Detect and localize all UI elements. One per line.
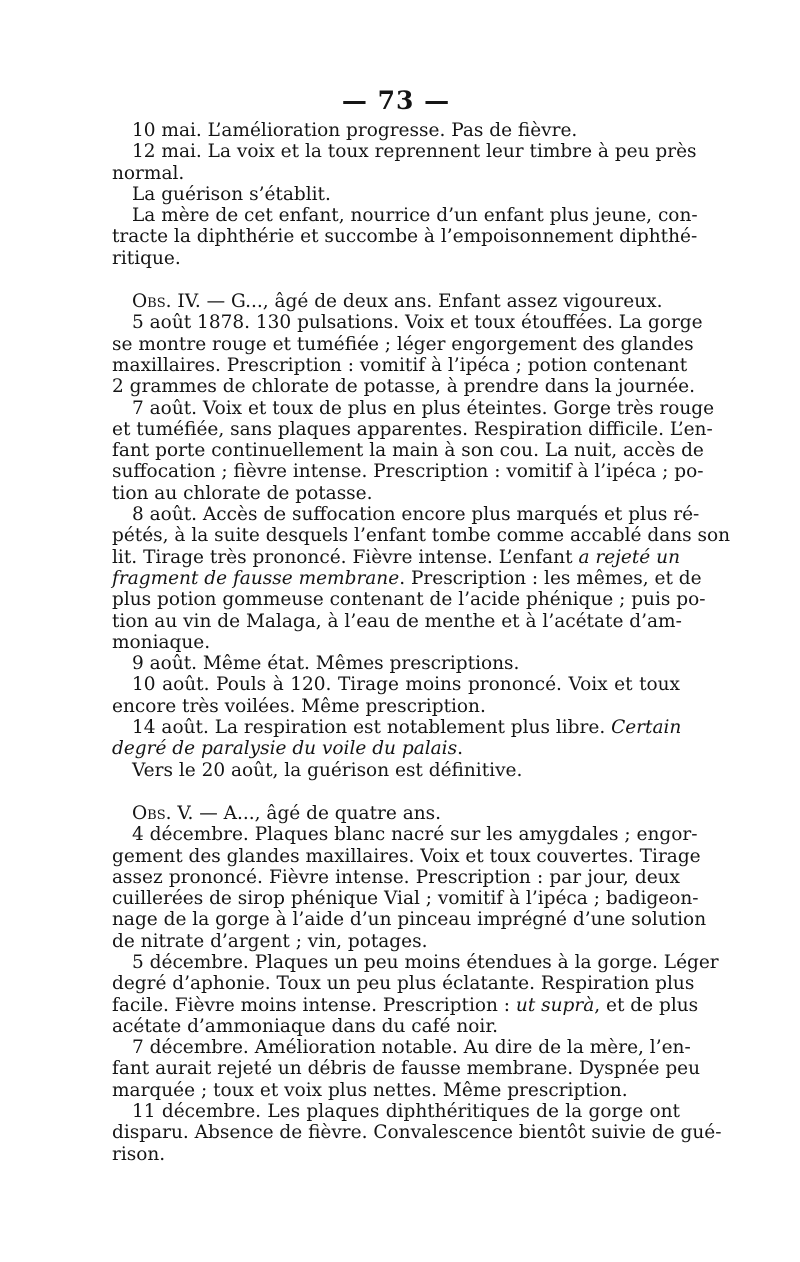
text-line: ritique.	[112, 247, 181, 269]
text-line: nage de la gorge à l’aide d’un pinceau imprégné d’une solution	[112, 909, 707, 931]
text-line: tracte la diphthérie et succombe à l’empoisonnement diphthé-	[112, 226, 698, 248]
text-line: gement des glandes maxillaires. Voix et toux couvertes. Tirage	[112, 845, 701, 867]
page-number: — 73 —	[341, 86, 451, 115]
paragraph	[112, 824, 707, 952]
paragraph	[112, 653, 680, 674]
text-line: maxillaires. Prescription : vomitif à l’ipéca ; potion contenant	[112, 354, 688, 376]
page-body	[112, 120, 731, 1165]
text-line: assez prononcé. Fièvre intense. Prescription : par jour, deux	[112, 866, 680, 888]
text-line: acétate d’ammoniaque dans du café noir.	[112, 1015, 499, 1037]
paragraph	[112, 312, 703, 398]
text-line: rison.	[112, 1143, 166, 1165]
text-line: 9 août. Même état. Mêmes prescriptions.	[132, 653, 520, 675]
text-line: 7 août. Voix et toux de plus en plus éteintes. Gorge très rouge	[132, 397, 715, 419]
section-gap	[112, 781, 680, 803]
paragraph	[112, 717, 680, 760]
paragraph	[112, 951, 719, 1037]
text-line: encore très voilées. Même prescription.	[112, 695, 486, 717]
text-line: degré d’aphonie. Toux un peu plus éclatante. Respiration plus	[112, 973, 695, 995]
text-line: 10 août. Pouls à 120. Tirage moins prononcé. Voix et toux	[132, 674, 680, 696]
text-line: tion au chlorate de potasse.	[112, 482, 373, 504]
text-line: fant porte continuellement la main à son cou. La nuit, accès de	[112, 440, 704, 462]
text-line: fragment de fausse membrane. Prescription : les mêmes, et de	[112, 567, 702, 589]
text-line: Obs. IV. — G..., âgé de deux ans. Enfant assez vigoureux.	[132, 291, 663, 313]
text-line: pétés, à la suite desquels l’enfant tombe comme accablé dans son	[112, 525, 731, 547]
text-line: suffocation ; fièvre intense. Prescription : vomitif à l’ipéca ; po-	[112, 461, 704, 483]
text-line: facile. Fièvre moins intense. Prescription : ut suprà, et de plus	[112, 994, 699, 1016]
text-line: 4 décembre. Plaques blanc nacré sur les amygdales ; engor-	[132, 824, 698, 846]
paragraph	[112, 184, 680, 205]
text-line: moniaque.	[112, 631, 211, 653]
paragraph	[112, 1101, 722, 1165]
text-line: tion au vin de Malaga, à l’eau de menthe et à l’acétate d’am-	[112, 610, 682, 632]
text-line: 5 août 1878. 130 pulsations. Voix et toux étouffées. La gorge	[132, 312, 703, 334]
paragraph	[112, 760, 680, 781]
paragraph	[112, 291, 680, 312]
book-page	[112, 86, 731, 1165]
text-line: fant aurait rejeté un débris de fausse membrane. Dyspnée peu	[112, 1058, 701, 1080]
paragraph	[112, 504, 731, 653]
text-line: 11 décembre. Les plaques diphthéritiques de la gorge ont	[132, 1101, 680, 1123]
text-line: cuillerées de sirop phénique Vial ; vomitif à l’ipéca ; badigeon-	[112, 888, 699, 910]
text-line: 5 décembre. Plaques un peu moins étendues à la gorge. Léger	[132, 951, 719, 973]
text-line: disparu. Absence de fièvre. Convalescence bientôt suivie de gué-	[112, 1122, 722, 1144]
paragraph	[112, 397, 715, 504]
text-line: La guérison s’établit.	[132, 183, 331, 205]
text-line: degré de paralysie du voile du palais.	[112, 738, 463, 760]
paragraph	[112, 803, 680, 824]
text-line: 8 août. Accès de suffocation encore plus marqués et plus ré-	[132, 504, 700, 526]
text-line: de nitrate d’argent ; vin, potages.	[112, 930, 428, 952]
text-line: marquée ; toux et voix plus nettes. Même prescription.	[112, 1079, 628, 1101]
text-line: La mère de cet enfant, nourrice d’un enfant plus jeune, con-	[132, 205, 698, 227]
paragraph	[112, 120, 680, 141]
paragraph	[112, 674, 680, 717]
text-line: 7 décembre. Amélioration notable. Au dire de la mère, l’en-	[132, 1037, 691, 1059]
text-line: et tuméfiée, sans plaques apparentes. Respiration difficile. L’en-	[112, 418, 713, 440]
paragraph	[112, 141, 697, 184]
text-line: normal.	[112, 162, 185, 184]
paragraph	[112, 1037, 701, 1101]
text-line: Vers le 20 août, la guérison est définitive.	[132, 759, 523, 781]
text-line: 14 août. La respiration est notablement plus libre. Certain	[132, 717, 682, 739]
paragraph	[112, 205, 698, 269]
text-line: 2 grammes de chlorate de potasse, à prendre dans la journée.	[112, 376, 696, 398]
text-line: 10 mai. L’amélioration progresse. Pas de fièvre.	[132, 120, 578, 141]
text-line: se montre rouge et tuméfiée ; léger engorgement des glandes	[112, 333, 694, 355]
text-line: plus potion gommeuse contenant de l’acide phénique ; puis po-	[112, 589, 706, 611]
text-line: lit. Tirage très prononcé. Fièvre intense. L’enfant a rejeté un	[112, 546, 680, 568]
text-line: Obs. V. — A..., âgé de quatre ans.	[132, 802, 442, 824]
section-gap	[112, 269, 680, 291]
text-line: 12 mai. La voix et la toux reprennent leur timbre à peu près	[132, 141, 697, 163]
